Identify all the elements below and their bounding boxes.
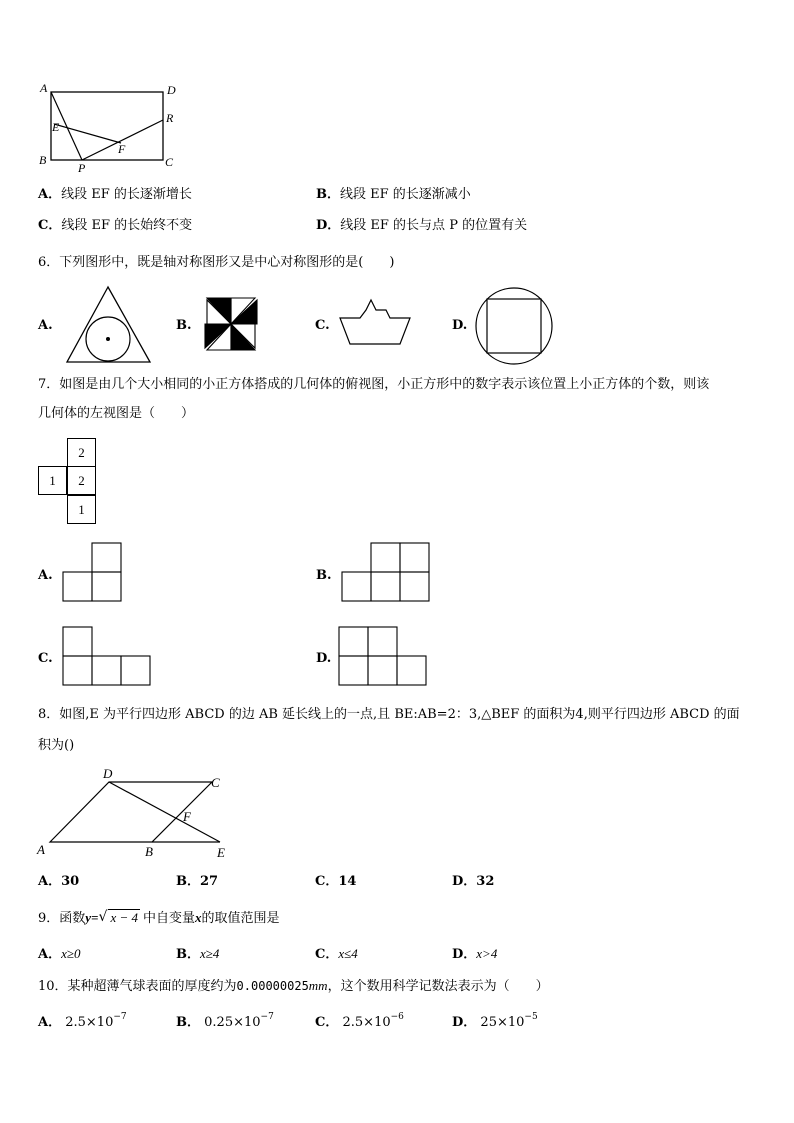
q10-stem: 10．某种超薄气球表面的厚度约为0.00000025mm，这个数用科学记数法表示为（ ） [38, 978, 549, 994]
label-f: F [118, 142, 126, 156]
q7-figure-c [62, 626, 154, 688]
label-d: D [103, 766, 113, 781]
q10-option-b: B． $0.25\times 10^{-7}$ [176, 1012, 274, 1030]
q8-option-c: C．14 [315, 874, 357, 889]
q9-stem: 9．函数y= √ x − 4 中自变量x的取值范围是 [38, 909, 280, 926]
q6-figure-d-circle-square [474, 286, 556, 368]
q7-figure-b [341, 542, 433, 604]
label-r: R [166, 111, 174, 125]
q7-figure-a [62, 542, 124, 604]
q7-stem-line2: 几何体的左视图是（ ） [38, 406, 195, 421]
label-b: B [39, 153, 47, 167]
q9-option-b: B．x≥4 [176, 946, 220, 962]
label-c: C [165, 155, 174, 169]
grid-cell-top: 2 [67, 438, 96, 467]
q8-option-b: B．27 [176, 874, 219, 889]
q9-option-a: A．x≥0 [38, 946, 81, 962]
label-p: P [78, 161, 86, 175]
label-b: B [145, 844, 153, 859]
q6-figure-a [64, 284, 154, 364]
grid-cell-left: 1 [38, 466, 67, 495]
grid-cell-bottom: 1 [67, 495, 96, 524]
q8-stem-line1: 8．如图,E 为平行四边形 ABCD 的边 AB 延长线上的一点,且 BE:AB=2：3,△BEF 的面积为4,则平行四边形 ABCD 的面 [38, 707, 740, 722]
label-d: D [167, 83, 176, 97]
label-e: E [52, 120, 60, 134]
q6-figure-b-pinwheel [203, 296, 263, 356]
sqrt-expression: √ x − 4 [98, 909, 139, 925]
grid-cell-middle: 2 [67, 466, 96, 495]
q8-stem-line2: 积为() [38, 738, 75, 753]
q6-stem: 6．下列图形中，既是轴对称图形又是中心对称图形的是( ) [38, 255, 395, 270]
label-e: E [217, 845, 225, 860]
q8-figure-parallelogram [36, 768, 236, 858]
q6-option-d-label: D. [452, 318, 468, 333]
q10-option-c: C． $2.5\times 10^{-6}$ [315, 1012, 404, 1030]
label-f: F [183, 809, 191, 824]
q7-option-d-label: D. [316, 651, 332, 666]
q5-option-b: B．线段 EF 的长逐渐减小 [316, 187, 471, 202]
q9-option-c: C．x≤4 [315, 946, 358, 962]
segment-ef [54, 124, 121, 143]
q9-option-d: D．x>4 [452, 946, 498, 962]
q7-option-c-label: C. [38, 651, 53, 666]
q6-figure-c-boat [338, 298, 418, 348]
q8-option-a: A．30 [38, 874, 80, 889]
sqrt-icon: √ [98, 909, 108, 925]
q10-option-a: A． $2.5\times 10^{-7}$ [38, 1012, 127, 1030]
q5-option-d: D．线段 EF 的长与点 P 的位置有关 [316, 218, 528, 233]
q7-option-b-label: B. [316, 568, 332, 583]
q6-option-a-label: A. [38, 318, 53, 333]
label-c: C [211, 775, 220, 790]
q7-stem-line1: 7．如图是由几个大小相同的小正方体搭成的几何体的俯视图，小正方形中的数字表示该位置上小正方体的个数，则该 [38, 377, 710, 392]
q7-option-a-label: A. [38, 568, 53, 583]
q6-option-c-label: C. [315, 318, 330, 333]
q10-option-d: D． $25\times 10^{-5}$ [452, 1012, 538, 1030]
q5-option-c: C．线段 EF 的长始终不变 [38, 218, 193, 233]
label-a: A [37, 842, 45, 857]
rect-abcd [51, 92, 163, 160]
q5-option-a: A．线段 EF 的长逐渐增长 [38, 187, 192, 202]
q6-option-b-label: B. [176, 318, 192, 333]
q7-figure-d [338, 626, 430, 688]
label-a: A [40, 81, 48, 95]
q8-option-d: D．32 [452, 874, 495, 889]
q5-figure [38, 81, 198, 175]
